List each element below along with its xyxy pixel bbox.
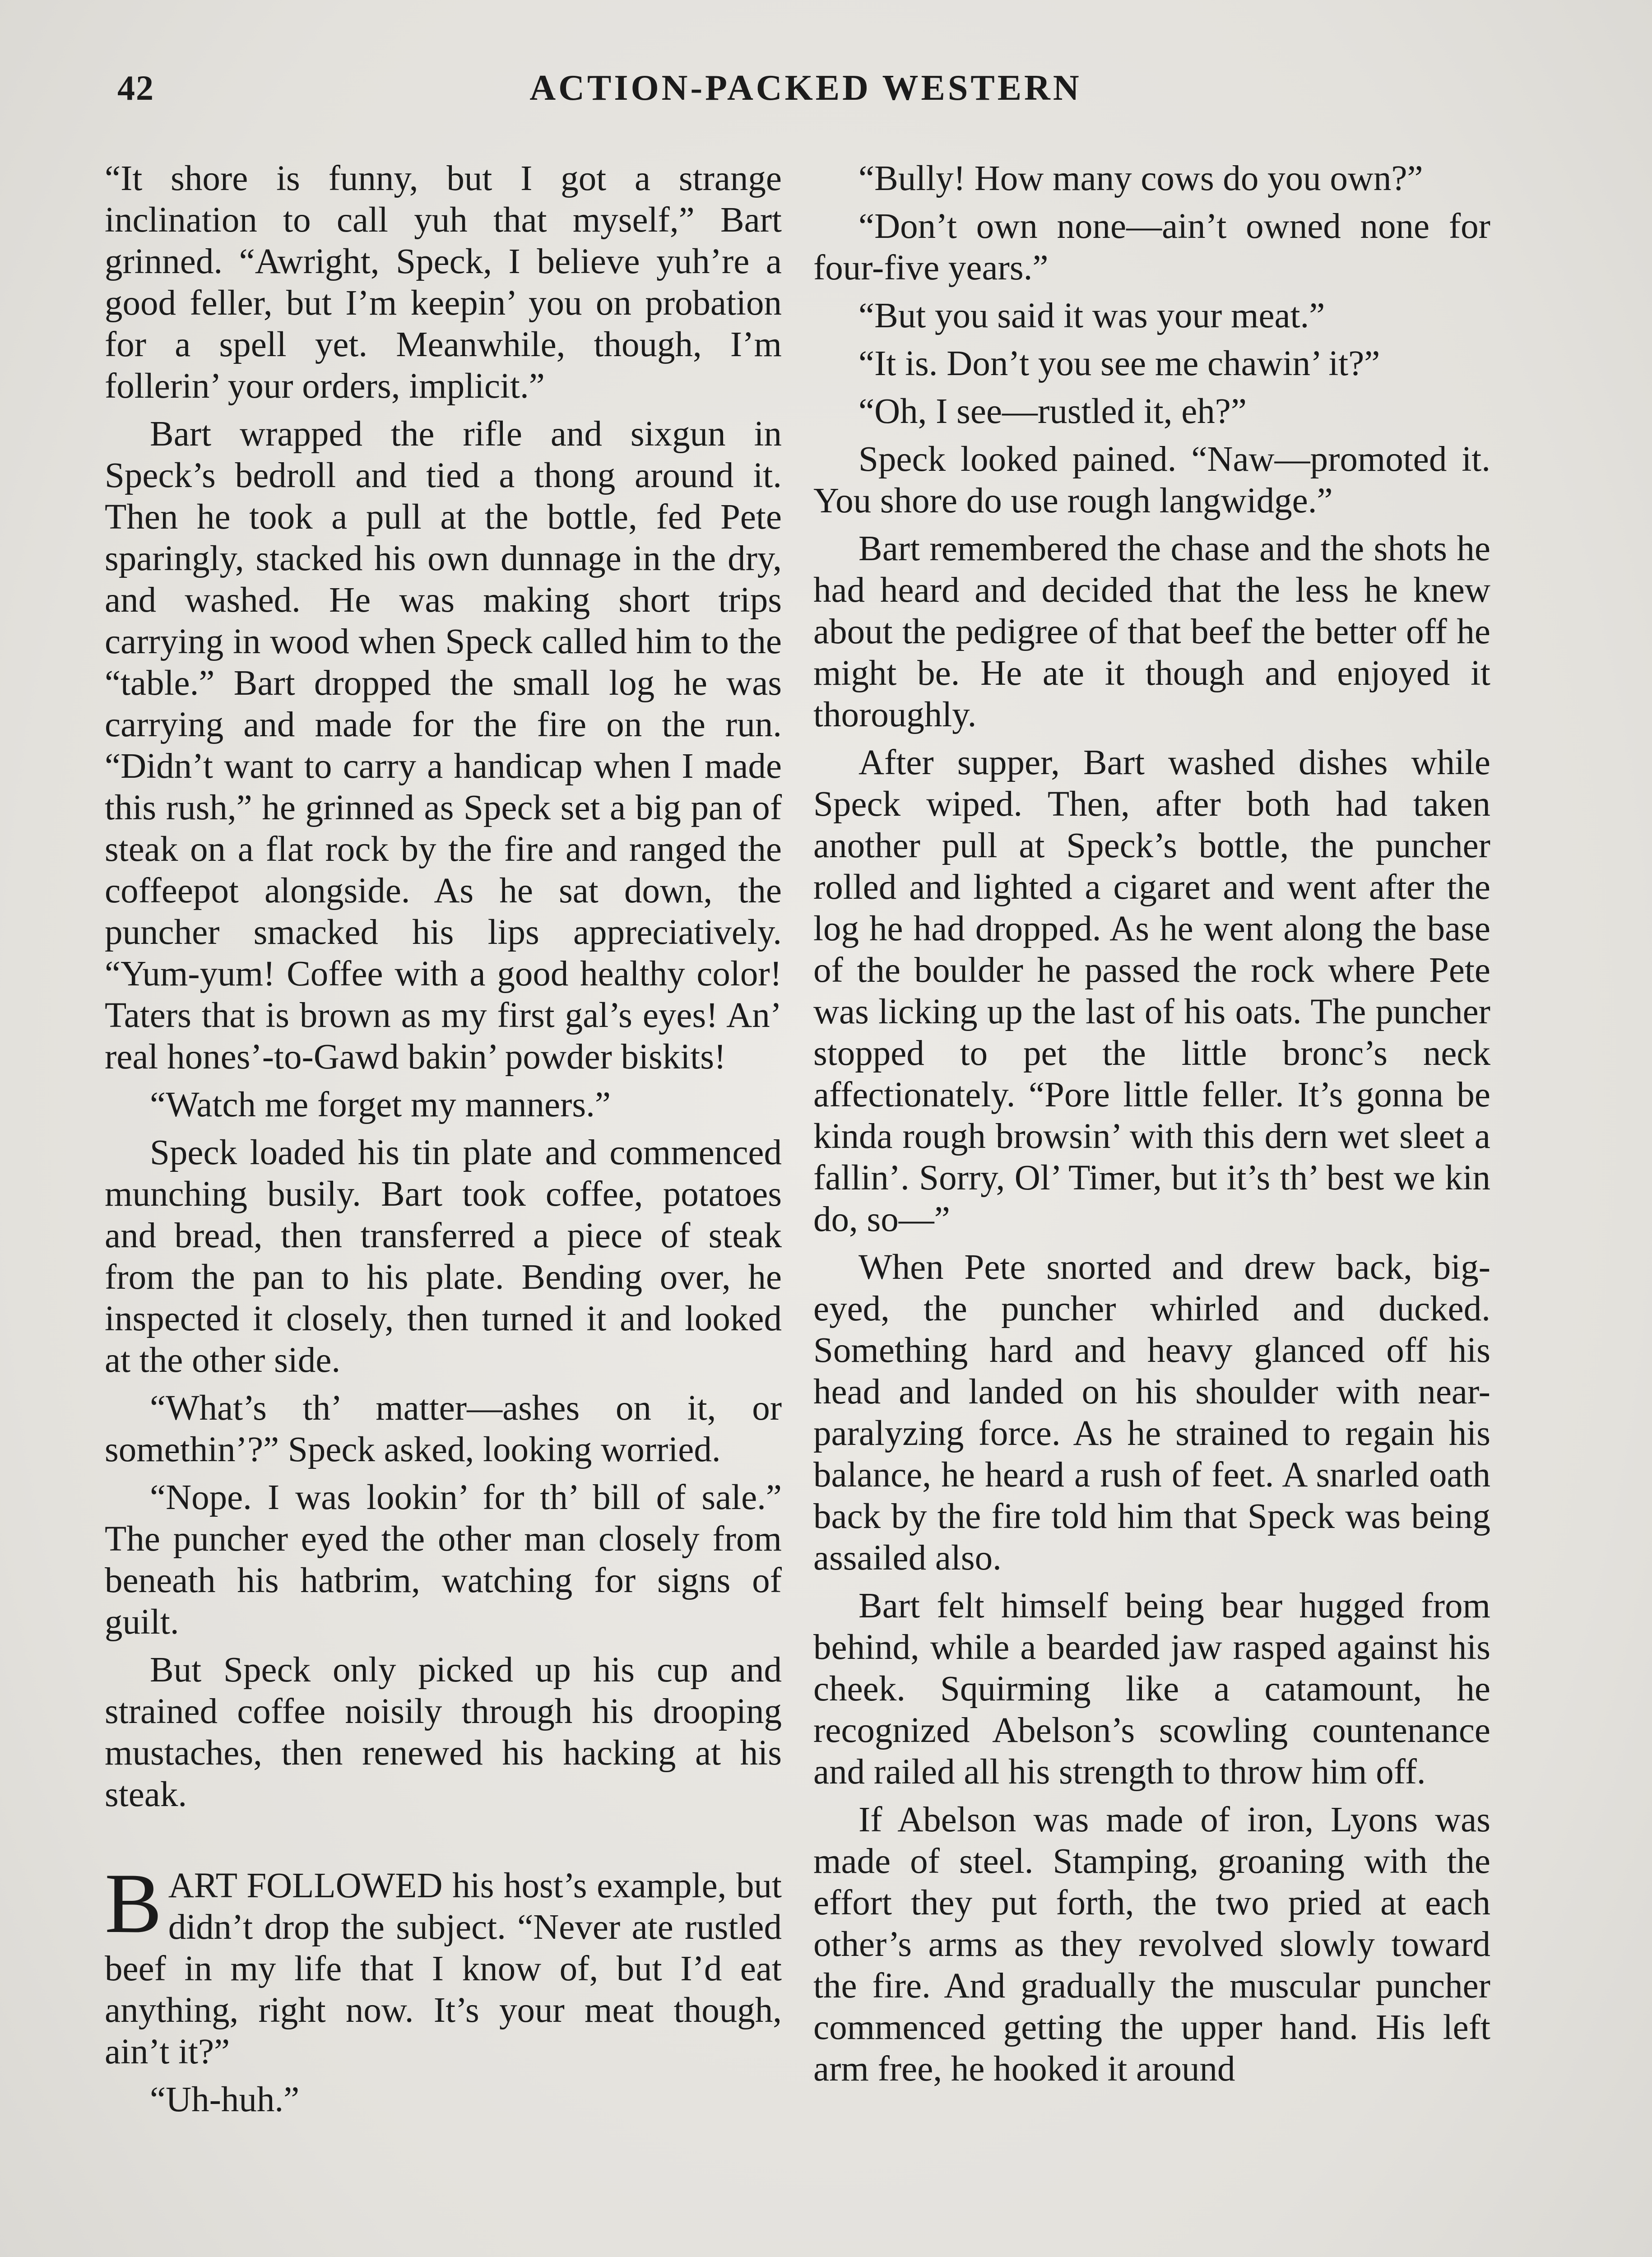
paragraph: Speck looked pained. “Naw—promoted it. You shore do use rough langwidge.”	[813, 440, 1490, 520]
paragraph: Bart remembered the chase and the shots he had heard and decided that the less he knew about the pedigree of that beef the better off he might be. He ate it though and enjoyed it thoroughly.	[813, 529, 1490, 734]
paragraph: “Nope. I was lookin’ for th’ bill of sale.” The puncher eyed the other man closely from beneath his hatbrim, watching for signs of guilt.	[105, 1478, 782, 1642]
paragraph: Speck loaded his tin plate and commenced munching busily. Bart took coffee, potatoes and bread, then transferred a piece of steak from the pan to his plate. Bending over, he inspected it closely, then turned it and looked at the other side.	[105, 1133, 782, 1380]
paragraph: “Uh-huh.”	[150, 2080, 300, 2119]
page-header	[113, 68, 1499, 122]
paragraph: “What’s th’ matter—ashes on it, or somethin’?” Speck asked, looking worried.	[105, 1389, 782, 1469]
section-opening-paragraph	[105, 1856, 782, 2073]
right-column	[813, 158, 1490, 2096]
paragraph: After supper, Bart washed dishes while Speck wiped. Then, after both had taken another pull at Speck’s bottle, the puncher rolled and lighted a cigaret and went after the log he had dropped. As he went along the base of the boulder he passed the rock where Pete was licking up the last of his oats. The puncher stopped to pet the little bronc’s neck affectionately. “Pore little feller. It’s gonna be kinda rough browsin’ with this dern wet sleet a fallin’. Sorry, Ol’ Timer, but it’s th’ best we kin do, so—”	[813, 743, 1490, 1239]
paragraph: “It is. Don’t you see me chawin’ it?”	[858, 344, 1380, 383]
running-head: ACTION-PACKED WESTERN	[529, 68, 1082, 108]
paragraph: Bart felt himself being bear hugged from behind, while a bearded jaw rasped against his cheek. Squirming like a catamount, he recognized Abelson’s scowling countenance and railed all his strength to throw him off.	[813, 1586, 1490, 1792]
paragraph: But Speck only picked up his cup and strained coffee noisily through his drooping mustaches, then renewed his hacking at his steak.	[105, 1650, 782, 1814]
paragraph: “Bully! How many cows do you own?”	[858, 159, 1423, 198]
paragraph: “Oh, I see—rustled it, eh?”	[858, 392, 1247, 431]
paragraph: Bart wrapped the rifle and sixgun in Speck’s bedroll and tied a thong around it. Then he took a pull at the bottle, fed Pete sparingly, stacked his own dunnage in the dry, and washed. He was making short trips carrying in wood when Speck called him to the “table.” Bart dropped the small log he was carrying and made for the fire on the run. “Didn’t want to carry a handicap when I made this rush,” he grinned as Speck set a big pan of steak on a flat rock by the fire and ranged the coffeepot alongside. As he sat down, the puncher smacked his lips appreciatively. “Yum-yum! Coffee with a good healthy color! Taters that is brown as my first gal’s eyes! An’ real hones’-to-Gawd bakin’ powder biskits!	[105, 414, 782, 1077]
paragraph: “It shore is funny, but I got a strange inclination to call yuh that myself,” Bart grinned. “Awright, Speck, I believe yuh’re a good feller, but I’m keepin’ you on probation for a spell yet. Meanwhile, though, I’m follerin’ your orders, implicit.”	[105, 159, 782, 406]
paragraph: If Abelson was made of iron, Lyons was made of steel. Stamping, groaning with the effort they put forth, the two pried at each other’s arms as they revolved slowly toward the fire. And gradually the muscular puncher commenced getting the upper hand. His left arm free, he hooked it around	[813, 1800, 1490, 2089]
paragraph: When Pete snorted and drew back, big-eyed, the puncher whirled and ducked. Something hard and heavy glanced off his head and landed on his shoulder with near-paralyzing force. As he strained to regain his balance, he heard a rush of feet. A snarled oath back by the fire told him that Speck was being assailed also.	[813, 1248, 1490, 1578]
section-opening-text: ART FOLLOWED his host’s example, but didn’t drop the subject. “Never ate rustled beef in my life that I know of, but I’d eat anything, right now. It’s your meat though, ain’t it?”	[105, 1866, 782, 2071]
paragraph: “Don’t own none—ain’t owned none for four-five years.”	[813, 207, 1490, 288]
paragraph: “Watch me forget my manners.”	[150, 1085, 611, 1124]
page-number: 42	[117, 68, 154, 107]
paragraph: “But you said it was your meat.”	[858, 296, 1325, 335]
drop-cap: B	[105, 1856, 162, 1951]
left-column	[105, 158, 782, 2127]
